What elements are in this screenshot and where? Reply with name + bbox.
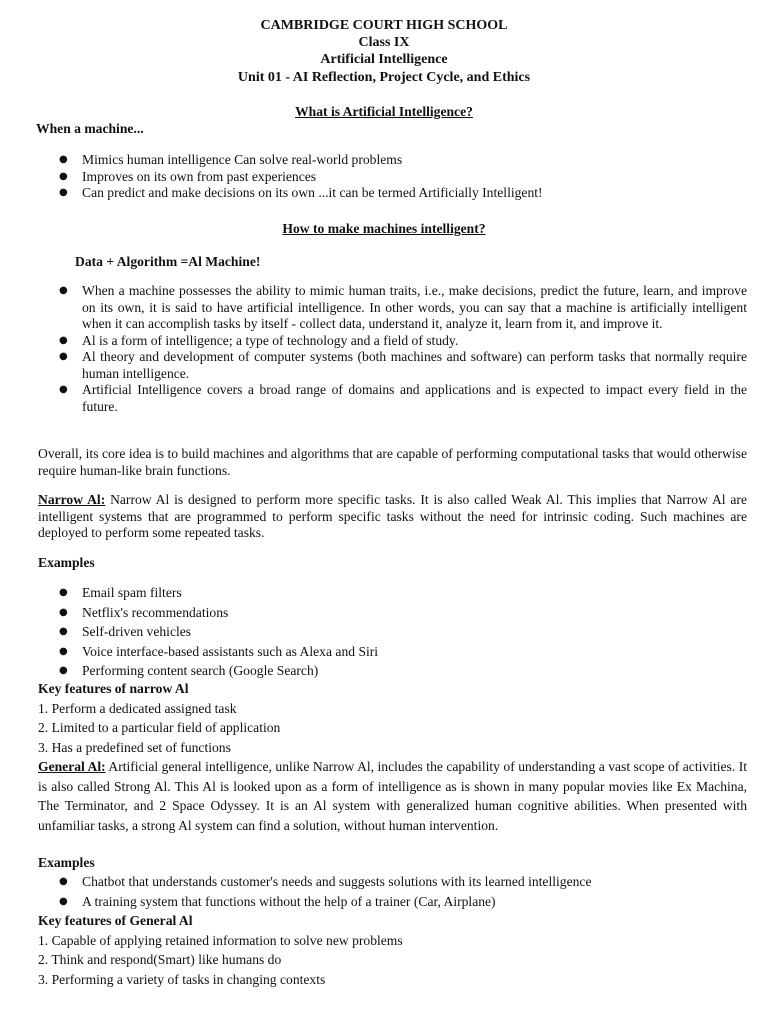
narrow-examples-heading: Examples — [38, 555, 95, 570]
school-name: CAMBRIDGE COURT HIGH SCHOOL — [260, 18, 508, 33]
section-heading-what-is-ai: What is Artificial Intelligence? — [295, 104, 473, 119]
formula-text: Data + Algorithm =Al Machine! — [75, 254, 261, 269]
list-item: ● Improves on its own from past experiences — [0, 169, 720, 186]
list-item: ● Voice interface-based assistants such as Alexa and Siri — [0, 642, 720, 662]
list-item: 3. Performing a variety of tasks in changing contexts — [38, 971, 326, 987]
what-is-ai-bullets — [0, 152, 720, 202]
list-item: ● Mimics human intelligence Can solve real-world problems — [0, 152, 720, 169]
list-item: 1. Capable of applying retained information to solve new problems — [38, 932, 403, 948]
list-item: ● Artificial Intelligence covers a broad range of domains and applications and is expected to impact every field in the future. — [0, 382, 747, 415]
general-features-block — [38, 911, 747, 989]
narrow-features-block — [38, 679, 747, 757]
class-label: Class IX — [358, 35, 410, 51]
list-item: ● Al theory and development of computer systems (both machines and software) can perform tasks that normally require human intelligence. — [0, 349, 747, 382]
list-item: ● Email spam filters — [0, 583, 720, 603]
list-item: ● Self-driven vehicles — [0, 622, 720, 642]
list-item: 2. Think and respond(Smart) like humans do — [38, 952, 282, 967]
subject-label: Artificial Intelligence — [320, 52, 448, 68]
narrow-ai-term: Narrow Al: — [38, 492, 106, 507]
general-examples-heading: Examples — [38, 855, 95, 870]
list-item: ● Netflix's recommendations — [0, 603, 720, 623]
list-item: ● Performing content search (Google Search) — [0, 661, 720, 681]
list-item: ● Al is a form of intelligence; a type of technology and a field of study. — [0, 333, 747, 350]
general-ai-description: Artificial general intelligence, unlike Narrow Al, includes the capability of understanding a vast scope of activities. It is also called Strong Al. This Al is looked upon as a form of intelligence as is shown in many popular movies like Ex Machina, The Terminator, and 2 Space Odyssey. It is an Al system with generalized human cognitive abilities. When presented with unfamiliar tasks, a strong Al system can find a solution, without human intervention. — [38, 759, 748, 833]
narrow-ai-description: Narrow Al is designed to perform more specific tasks. It is also called Weak Al. This implies that Narrow Al are intelligent systems that are programmed to perform specific tasks without the need for intrinsic coding. Such machines are deployed to perform some repeated tasks. — [38, 492, 747, 540]
general-ai-term: General Al: — [38, 759, 106, 774]
list-item: ● When a machine possesses the ability to mimic human traits, i.e., make decisions, predict the future, learn, and improve on its own, it is said to have artificial intelligence. In other words, you can say that a machine is artificially intelligent when it can accomplish tasks by itself - collect data, understand it, analyze it, learn from it, and improve it. — [0, 283, 747, 333]
general-ai-paragraph — [38, 757, 747, 835]
intro-when-a-machine: When a machine... — [36, 121, 144, 136]
overall-paragraph: Overall, its core idea is to build machines and algorithms that are capable of performing computational tasks that would otherwise require human-like brain functions. — [38, 446, 747, 478]
list-item: ● A training system that functions without the help of a trainer (Car, Airplane) — [0, 892, 720, 912]
general-features-heading: Key features of General Al — [38, 913, 193, 928]
unit-title: Unit 01 - AI Reflection, Project Cycle, and Ethics — [237, 69, 531, 85]
list-item: 2. Limited to a particular field of application — [38, 720, 281, 735]
section-heading-how-to-make: How to make machines intelligent? — [282, 221, 486, 236]
list-item: ● Chatbot that understands customer's needs and suggests solutions with its learned intelligence — [0, 872, 720, 892]
narrow-examples-list — [0, 583, 720, 681]
how-to-make-bullets — [0, 283, 747, 415]
document-header — [0, 17, 768, 86]
list-item: 1. Perform a dedicated assigned task — [38, 700, 237, 716]
list-item: ● Can predict and make decisions on its own ...it can be termed Artificially Intelligent! — [0, 185, 720, 202]
narrow-ai-paragraph — [38, 492, 747, 542]
list-item: 3. Has a predefined set of functions — [38, 739, 231, 755]
general-examples-list — [0, 872, 720, 911]
narrow-features-heading: Key features of narrow Al — [38, 681, 189, 696]
